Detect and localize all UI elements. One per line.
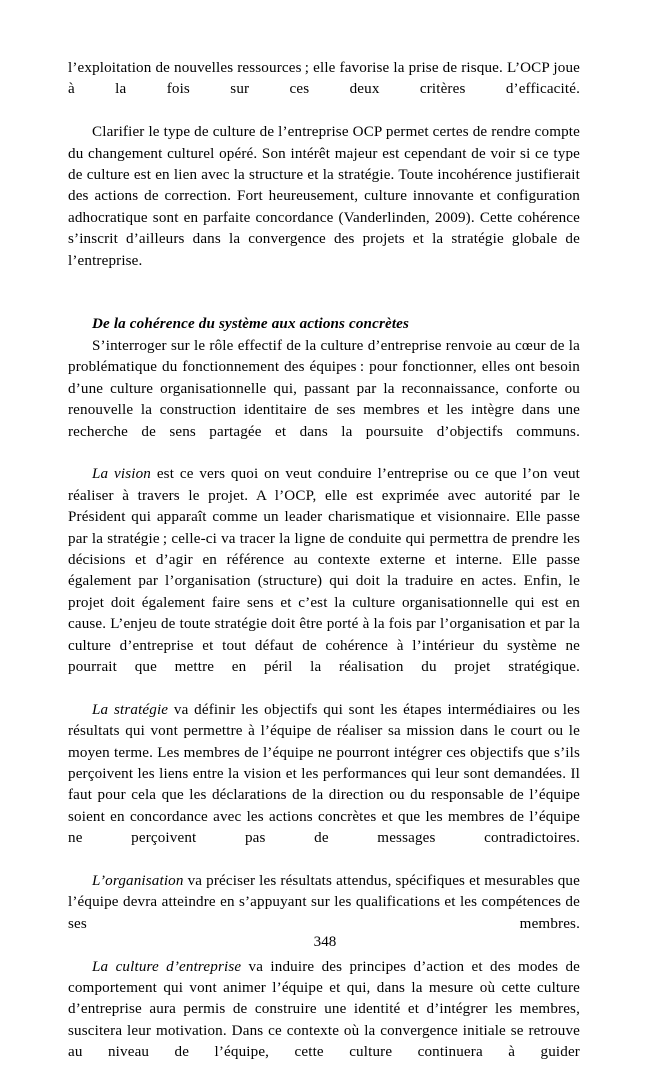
lead-term-strategie: La stratégie: [92, 701, 169, 718]
paragraph-clarifier: Clarifier le type de culture de l’entreprise OCP permet certes de rendre compte du changement culturel opéré. Son intérêt majeur est cependant de voir si ce type de culture est en lien avec la structure et la stratégie. Toute incohérence justifierait des actions de correction. Fort heureusement, culture innovante et configuration adhocratique sont en parfaite concordance (Vanderlinden, 2009). Cette cohérence s’inscrit d’ailleurs dans la convergence des projets et la stratégie globale de l’entreprise.: [68, 124, 580, 269]
paragraph-strategie: [68, 700, 580, 871]
text-column: [68, 58, 580, 1085]
lead-term-organisation: L’organisation: [92, 873, 184, 890]
paragraph-culture: [68, 957, 580, 1085]
paragraph-organisation-body: va préciser les résultats attendus, spécifiques et mesurables que l’équipe devra atteindre en s’appuyant sur les qualifications et les compétences de ses membres.: [68, 873, 580, 932]
paragraph-culture-body: va induire des principes d’action et des modes de comportement qui vont animer l’équipe et qui, dans la mesure où cette culture d’entreprise aura permis de construire une identité et d’intégrer les membres, suscitera leur motivation. Dans ce contexte où la convergence initiale se retrouve au niveau de l’équipe, cette culture continuera à guider: [68, 958, 580, 1061]
lead-term-vision: La vision: [92, 466, 152, 483]
paragraph-sinterroger: S’interroger sur le rôle effectif de la culture d’entreprise renvoie au cœur de la problématique du fonctionnement des équipes : pour fonctionner, elles ont besoin d’une culture organisationnelle qui, passant par la reconnaissance, conforte ou renouvelle la construction identitaire de ses membres et les intègre dans une recherche de sens partagée et dans la poursuite d’objectifs communs.: [68, 337, 580, 440]
lead-term-culture: La culture d’entreprise: [92, 958, 242, 975]
paragraph-strategie-body: va définir les objectifs qui sont les étapes intermédiaires ou les résultats qui vont permettre à l’équipe de réaliser sa mission dans le court ou le moyen terme. Les membres de l’équipe ne pourront intégrer ces objectifs que s’ils perçoivent les liens entre la vision et les performances qui leur sont demandées. Il faut pour cela que les déclarations de la direction ou du responsable de l’équipe soient en concordance avec les actions concrètes et que les membres de l’équipe ne perçoivent pas de messages contradictoires.: [68, 701, 580, 847]
paragraph-exploitation: l’exploitation de nouvelles ressources ; elle favorise la prise de risque. L’OCP joue à la fois sur ces deux critères d’efficacité.: [68, 60, 580, 98]
section-heading: De la cohérence du système aux actions concrètes: [92, 316, 410, 333]
paragraph-vision-body: est ce vers quoi on veut conduire l’entreprise ou ce que l’on veut réaliser à travers le projet. A l’OCP, elle est exprimée avec autorité par le Président qui apparaît comme un leader charismatique et visionnaire. Elle passe par la stratégie ; celle-ci va tracer la ligne de conduite qui permettra de prendre les décisions et d’agir en référence au contexte externe et interne. Elle passe également par l’organisation (structure) qui doit la traduire en actes. Enfin, le projet doit également faire sens et c’est la culture organisationnelle qui est en cause. L’enjeu de toute stratégie doit être porté à la fois par l’organisation et par la culture d’entreprise et tout défaut de cohérence à l’intérieur du système ne pourrait que mettre en péril la réalisation du projet stratégique.: [68, 466, 580, 675]
paragraph-vision: [68, 464, 580, 699]
page-number: 348: [313, 934, 337, 950]
